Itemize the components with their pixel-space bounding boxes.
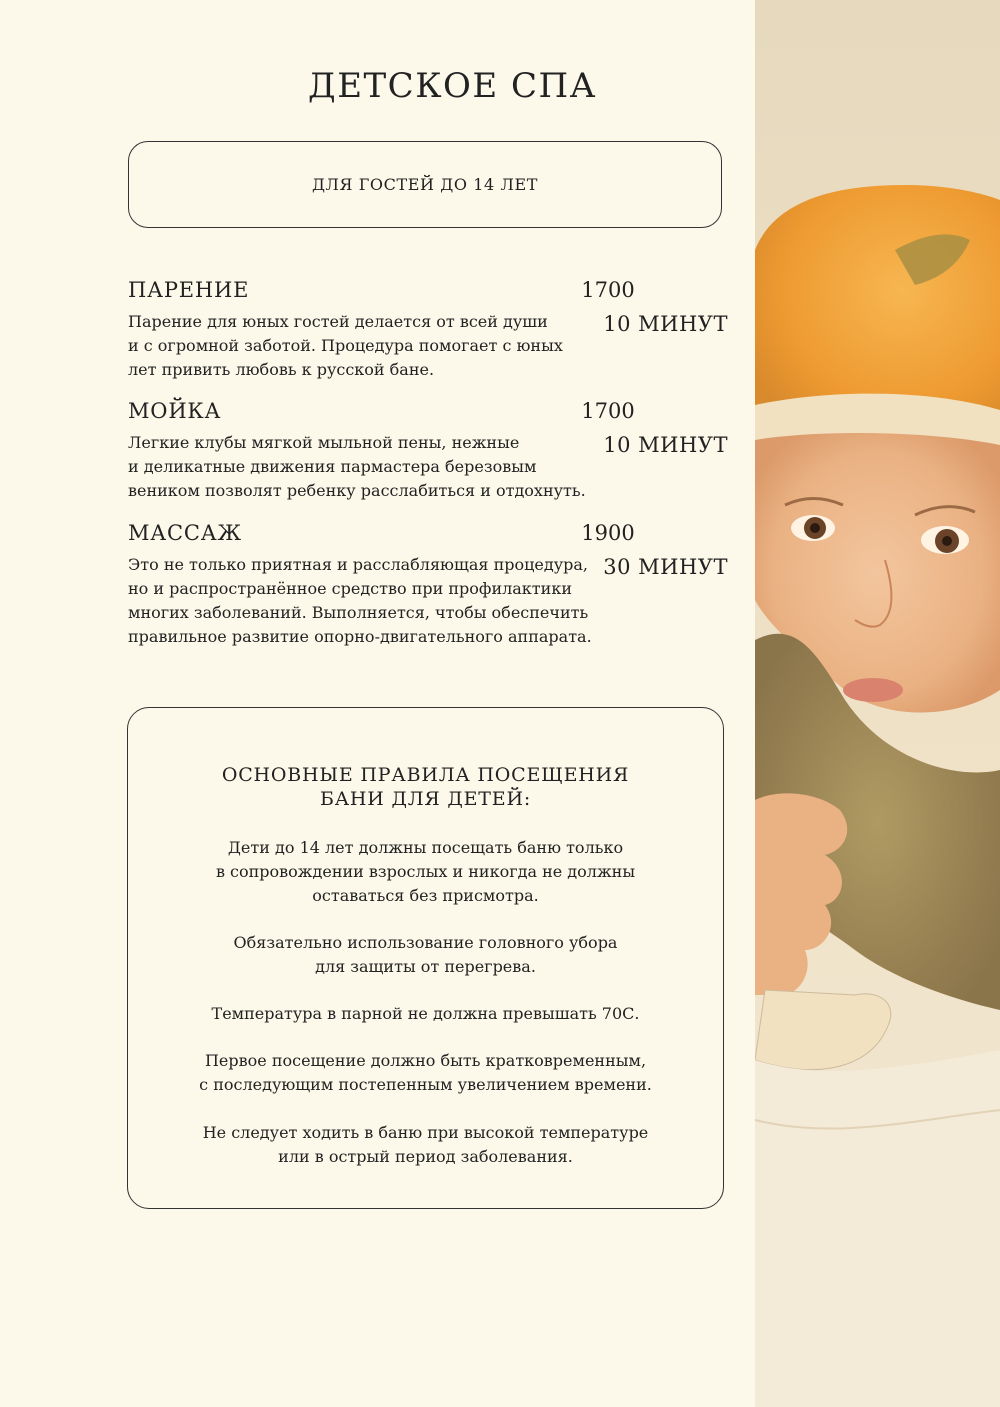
child-portrait-image xyxy=(755,0,1000,1407)
service-price: 1900 xyxy=(581,521,635,545)
rules-title: ОСНОВНЫЕ ПРАВИЛА ПОСЕЩЕНИЯ БАНИ ДЛЯ ДЕТЕЙ: xyxy=(221,764,630,810)
rule-item: Не следует ходить в баню при высокой температуре или в острый период заболевания. xyxy=(202,1123,649,1166)
service-duration: 10 МИНУТ xyxy=(603,433,728,457)
service-item-massage xyxy=(128,521,728,651)
service-name: МАССАЖ xyxy=(128,521,242,545)
service-name: ПАРЕНИЕ xyxy=(128,278,250,302)
child-portrait-illustration xyxy=(755,0,1000,1407)
rules-box xyxy=(127,707,724,1209)
rule-item: Температура в парной не должна превышать 70С. xyxy=(211,1004,640,1023)
service-description: Это не только приятная и расслабляющая процедура, но и распространённое средство при профилактики многих заболеваний. Выполняется, чтобы обеспечить правильное развитие опорно-двигательного аппарата. xyxy=(128,555,592,646)
service-description: Легкие клубы мягкой мыльной пены, нежные и деликатные движения пармастера березовым веником позволят ребенку расслабиться и отдохнуть. xyxy=(128,433,586,500)
service-description: Парение для юных гостей делается от всей души и с огромной заботой. Процедура помогает с юных лет привить любовь к русской бане. xyxy=(128,312,563,379)
rule-item: Первое посещение должно быть кратковременным, с последующим постепенным увеличением времени. xyxy=(199,1051,652,1094)
service-item-washing xyxy=(128,399,728,509)
rule-item: Дети до 14 лет должны посещать баню только в сопровождении взрослых и никогда не должны оставаться без присмотра. xyxy=(215,838,636,905)
service-duration: 10 МИНУТ xyxy=(603,312,728,336)
service-price: 1700 xyxy=(581,399,635,423)
service-price: 1700 xyxy=(581,278,635,302)
service-name: МОЙКА xyxy=(128,399,222,423)
service-duration: 30 МИНУТ xyxy=(603,555,728,579)
age-note: ДЛЯ ГОСТЕЙ ДО 14 ЛЕТ xyxy=(311,175,539,194)
service-item-steaming xyxy=(128,278,728,388)
page-title: ДЕТСКОЕ СПА xyxy=(308,66,597,106)
age-note-box xyxy=(128,141,722,228)
rule-item: Обязательно использование головного убора для защиты от перегрева. xyxy=(233,933,618,976)
